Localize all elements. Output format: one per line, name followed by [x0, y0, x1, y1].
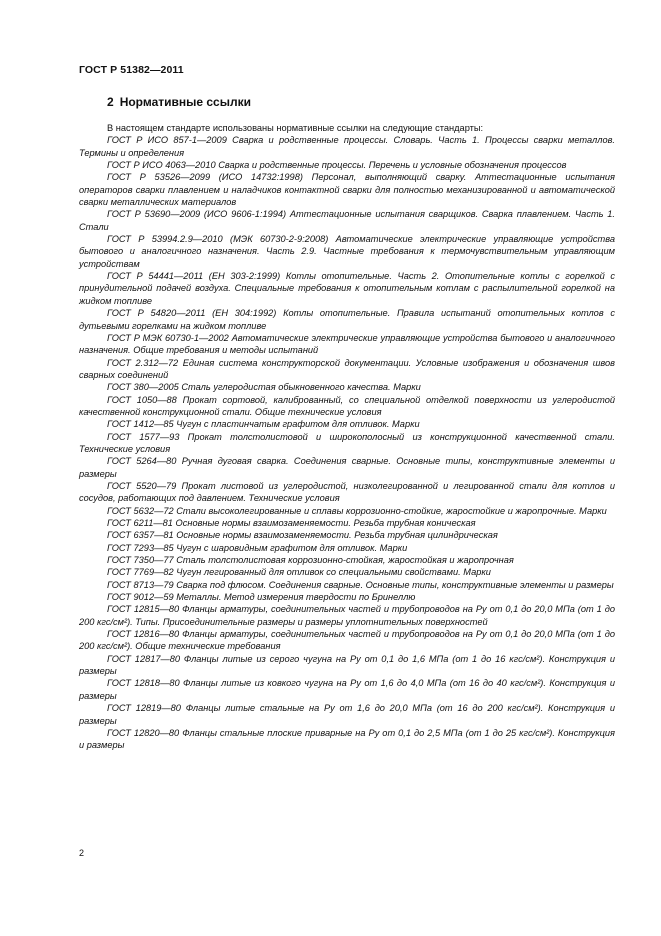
reference-code: ГОСТ 6357—81 — [107, 530, 174, 541]
reference-title: Автоматические электрические управляющие устройства бытового и аналогичного назначения. Общие требования и методы испытаний — [79, 332, 616, 356]
reference-title: Чугун с шаровидным графитом для отливок. Марки — [176, 542, 408, 553]
reference-item — [79, 381, 615, 393]
reference-item — [79, 653, 615, 678]
reference-title: Фланцы литые из серого чугуна на Pу от 0,1 до 1,6 МПа (от 1 до 16 кгс/см²). Конструкция и размеры — [79, 653, 615, 677]
reference-item — [79, 134, 615, 159]
reference-title: Фланцы арматуры, соединительных частей и трубопроводов на Pу от 0,1 до 20,0 МПа (от 1 до 200 кгс/см²). Общие технические требования — [79, 629, 615, 652]
reference-item — [79, 566, 615, 578]
reference-item — [79, 677, 615, 702]
reference-title: Фланцы литые из ковкого чугуна на Pу от 1,6 до 4,0 МПа (от 16 до 40 кгс/см²). Конструкция и размеры — [79, 678, 616, 701]
reference-title: Прокат толстолистовой и широкополосный из конструкционной качественной стали. Технические условия — [79, 431, 615, 454]
reference-item — [79, 233, 615, 270]
reference-code: ГОСТ 5264—80 — [107, 456, 177, 467]
reference-code: ГОСТ 1577—93 — [107, 431, 180, 442]
reference-title: Основные нормы взаимозаменяемости. Резьба трубная цилиндрическая — [176, 530, 498, 541]
reference-item — [79, 394, 615, 419]
reference-code: ГОСТ 7350—77 — [107, 555, 174, 566]
reference-item — [79, 171, 615, 208]
reference-title: Единая система конструкторской документации. Условные изображения и обозначения швов сварных соединений — [79, 357, 615, 380]
reference-code: ГОСТ Р 54441—2011 (ЕН 303-2:1999) — [107, 271, 281, 282]
section-number: 2 — [107, 95, 114, 109]
reference-title: Ручная дуговая сварка. Соединения сварные. Основные типы, конструктивные элементы и размеры — [79, 456, 615, 479]
reference-code: ГОСТ 12816—80 — [107, 629, 180, 640]
reference-code: ГОСТ 7769—82 — [107, 567, 174, 578]
reference-item — [79, 431, 615, 456]
reference-title: Сварка и родственные процессы. Перечень и условные обозначения процессов — [218, 160, 567, 171]
reference-title: Сталь толстолистовая коррозионно-стойкая, жаростойкая и жаропрочная — [176, 555, 514, 566]
reference-title: Аттестационные испытания сварщиков. Сварка плавлением. Часть 1. Стали — [79, 209, 615, 232]
reference-title: Сталь углеродистая обыкновенного качества. Марки — [181, 382, 421, 393]
reference-item — [79, 505, 615, 517]
reference-item — [79, 727, 615, 752]
reference-item — [79, 455, 615, 480]
reference-item — [79, 529, 615, 541]
reference-title: Персонал, выполняющий сварку. Аттестационные испытания операторов сварки плавлением и наладчиков контактной сварки для полностью механизированной и автоматической сварки металлических материалов — [79, 172, 615, 208]
reference-title: Фланцы стальные плоские приварные на Pу от 0,1 до 2,5 МПа (от 1 до 25 кгс/см²). Конструкция и размеры — [79, 727, 616, 751]
reference-code: ГОСТ Р МЭК 60730-1—2002 — [107, 332, 229, 343]
reference-code: ГОСТ 5632—72 — [107, 505, 174, 516]
reference-title: Прокат сортовой, калиброванный, со специальной отделкой поверхности из углеродистой качественной конструкционной стали. Общие технические условия — [79, 394, 615, 417]
reference-item — [79, 332, 615, 357]
reference-title: Автоматические электрические управляющие устройства бытового и аналогичного назначения. Часть 2.9. Частные требования к термочувствительным управляющим устройствам — [79, 234, 615, 269]
reference-item — [79, 159, 615, 171]
reference-title: Стали высоколегированные и сплавы коррозионно-стойкие, жаростойкие и жаропрочные. Марки — [176, 505, 607, 516]
reference-item — [79, 418, 615, 430]
reference-code: ГОСТ Р ИСО 857-1—2009 — [107, 135, 227, 146]
reference-code: ГОСТ 5520—79 — [107, 480, 177, 491]
reference-title: Сварка под флюсом. Соединения сварные. Основные типы, конструктивные элементы и размеры — [176, 579, 614, 590]
reference-title: Сварка и родственные процессы. Словарь. Часть 1. Процессы сварки металлов. Термины и определения — [79, 135, 616, 158]
section-heading — [107, 95, 251, 109]
reference-list — [79, 134, 615, 751]
reference-item — [79, 603, 615, 628]
reference-item — [79, 357, 615, 382]
reference-title: Котлы отопительные. Правила испытаний отопительных котлов с дутьевыми горелками на жидком топливе — [79, 308, 615, 331]
intro-paragraph: В настоящем стандарте использованы нормативные ссылки на следующие стандарты: — [107, 123, 484, 133]
reference-title: Чугун с пластинчатым графитом для отливок. Марки — [176, 419, 420, 430]
reference-title: Фланцы литые стальные на Pу от 1,6 до 20,0 МПа (от 16 до 200 кгс/см²). Конструкция и размеры — [79, 703, 616, 726]
reference-item — [79, 480, 615, 505]
reference-code: ГОСТ Р ИСО 4063—2010 — [107, 160, 216, 171]
reference-code: ГОСТ 12820—80 — [107, 727, 180, 738]
reference-code: ГОСТ 9012—59 — [107, 592, 174, 603]
reference-item — [79, 702, 615, 727]
reference-item — [79, 517, 615, 529]
reference-code: ГОСТ 12815—80 — [107, 604, 180, 615]
reference-code: ГОСТ Р 54820—2011 (ЕН 304:1992) — [107, 308, 277, 319]
reference-code: ГОСТ 7293—85 — [107, 542, 174, 553]
reference-code: ГОСТ 12818—80 — [107, 678, 180, 689]
reference-item — [79, 270, 615, 307]
reference-title: Фланцы арматуры, соединительных частей и трубопроводов на Pу от 0,1 до 20,0 МПа (от 1 до 200 кгс/см²). Типы. Присоединительные размеры и размеры уплотнительных поверхностей — [79, 604, 615, 627]
reference-code: ГОСТ 12817—80 — [107, 653, 181, 664]
document-header: ГОСТ Р 51382—2011 — [79, 64, 184, 76]
reference-item — [79, 628, 615, 653]
reference-code: ГОСТ 12819—80 — [107, 703, 181, 714]
reference-code: ГОСТ 380—2005 — [107, 382, 179, 393]
reference-title: Основные нормы взаимозаменяемости. Резьба трубная коническая — [175, 518, 476, 528]
reference-code: ГОСТ 2.312—72 — [107, 357, 179, 368]
reference-code: ГОСТ Р 53690—2009 (ИСО 9606-1:1994) — [107, 209, 287, 220]
reference-code: ГОСТ Р 53994.2.9—2010 (МЭК 60730-2-9:2008) — [107, 234, 329, 245]
reference-title: Чугун легированный для отливок со специальными свойствами. Марки — [176, 567, 491, 578]
section-title: Нормативные ссылки — [119, 95, 251, 109]
reference-code: ГОСТ 1412—85 — [107, 419, 174, 430]
reference-item — [79, 208, 615, 233]
page-number: 2 — [79, 848, 85, 858]
reference-item — [79, 542, 615, 554]
reference-title: Котлы отопительные. Часть 2. Отопительные котлы с горелкой с принудительной подачей воздуха. Специальные требования к отопительным котлам с распылительной горелкой на жидком топливе — [79, 271, 615, 306]
reference-code: ГОСТ Р 53526—2099 (ИСО 14732:1998) — [107, 172, 303, 183]
reference-item — [79, 307, 615, 332]
reference-title: Металлы. Метод измерения твердости по Бринеллю — [176, 592, 416, 603]
references-body — [79, 122, 615, 752]
reference-code: ГОСТ 1050—88 — [107, 394, 177, 405]
reference-code: ГОСТ 6211—81 — [107, 518, 173, 528]
reference-item — [79, 554, 615, 566]
reference-title: Прокат листовой из углеродистой, низколегированной и легированной стали для котлов и сосудов, работающих под давлением. Технические условия — [79, 480, 616, 504]
reference-item — [79, 579, 615, 591]
reference-item — [79, 591, 615, 603]
reference-code: ГОСТ 8713—79 — [107, 579, 174, 590]
